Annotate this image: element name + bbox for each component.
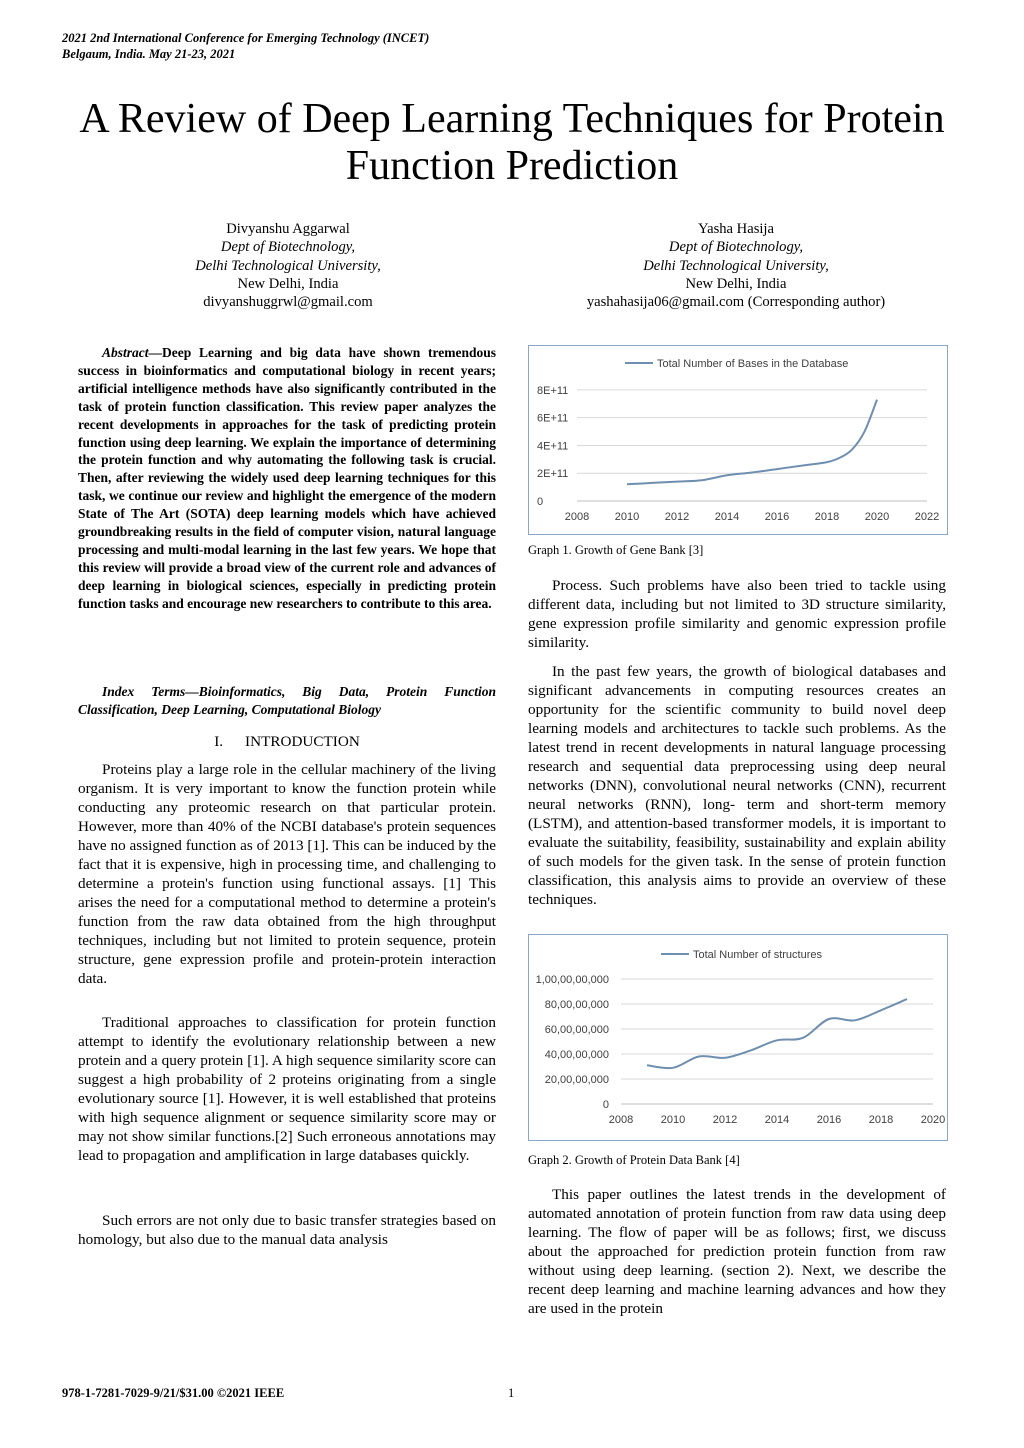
series-line xyxy=(647,999,907,1068)
author-university: Delhi Technological University, xyxy=(643,257,829,274)
y-tick-label: 0 xyxy=(537,496,544,508)
section-heading xyxy=(78,733,496,751)
paragraph: Proteins play a large role in the cellular machinery of the living organism. It is very important to know the function protein while conducting any proteomic research on that particular protein. However, more than 40% of the NCBI database's protein sequences have no assigned function as of 2013 [1]. This can be induced by the fact that it is expensive, high in processing time, and challenging to determine a protein's function using functional assays. [1] This arises the need for a computational method to determine a protein's function from the raw data obtained from the high throughput techniques, including but not limited to protein sequence, protein structure, gene expression profile and protein-protein interaction data. xyxy=(78,761,496,987)
graph-1-chart xyxy=(528,345,948,535)
x-tick-label: 2016 xyxy=(764,511,790,523)
abstract-label: Abstract xyxy=(102,345,149,360)
y-tick-label: 8E+11 xyxy=(537,384,569,397)
paragraph: Such errors are not only due to basic transfer strategies based on homology, but also due to the manual data analysis xyxy=(78,1212,496,1248)
conference-line-1: 2021 2nd International Conference for Emerging Technology (INCET) xyxy=(62,31,430,45)
paragraph: In the past few years, the growth of biological databases and significant advancements in computing resources creates an opportunity for the scientific community to build novel deep learning models and architectures to tackle such problems. As the latest trend in recent developments in natural language processing research and sequential data preprocessing using deep neural networks (DNN), convolutional neural networks (CNN), recurrent neural networks (RNN), long- term and short-term memory (LSTM), and attention-based transformer models, it is important to evaluate the suitability, feasibility, sustainability and explain ability of such models for the given task. In the sense of protein function classification, this analysis aims to provide an overview of these techniques. xyxy=(528,663,946,908)
x-tick-label: 2012 xyxy=(712,1114,738,1126)
author-block-2 xyxy=(556,220,916,311)
x-tick-label: 2010 xyxy=(660,1114,686,1126)
x-tick-label: 2014 xyxy=(714,511,740,523)
graph-1-caption: Graph 1. Growth of Gene Bank [3] xyxy=(528,543,704,557)
x-tick-label: 2022 xyxy=(914,511,940,523)
x-tick-label: 2014 xyxy=(764,1114,790,1126)
author-block-1 xyxy=(128,220,448,311)
author-email[interactable]: yashahasija06@gmail.com (Corresponding author) xyxy=(586,294,886,311)
x-tick-label: 2010 xyxy=(614,511,640,523)
paragraph: Process. Such problems have also been tried to tackle using different data, including but not limited to 3D structure similarity, gene expression profile similarity and genomic expression profile similarity. xyxy=(528,577,946,651)
graph-1-svg xyxy=(529,346,946,533)
series-line xyxy=(627,400,877,485)
x-tick-label: 2018 xyxy=(868,1114,894,1126)
abstract xyxy=(78,344,496,613)
y-tick-label: 0 xyxy=(602,1099,609,1111)
title-line-2: Function Prediction xyxy=(345,143,679,189)
legend-label: Total Number of structures xyxy=(693,949,822,961)
x-tick-label: 2008 xyxy=(608,1114,634,1126)
legend-label: Total Number of Bases in the Database xyxy=(657,358,849,370)
y-tick-label: 6E+11 xyxy=(537,412,569,425)
author-city: New Delhi, India xyxy=(237,275,339,292)
x-tick-label: 2020 xyxy=(920,1114,946,1126)
y-tick-label: 1,00,00,00,000 xyxy=(535,974,609,986)
author-name: Divyanshu Aggarwal xyxy=(226,221,350,237)
footer-isbn: 978-1-7281-7029-9/21/$31.00 ©2021 IEEE xyxy=(62,1386,285,1400)
author-dept: Dept of Biotechnology, xyxy=(220,239,356,256)
graph-2-caption: Graph 2. Growth of Protein Data Bank [4] xyxy=(528,1153,740,1167)
y-tick-label: 80,00,00,000 xyxy=(544,999,609,1011)
title-line-1: A Review of Deep Learning Techniques for Protein xyxy=(79,96,945,142)
y-tick-label: 20,00,00,000 xyxy=(544,1074,609,1086)
author-city: New Delhi, India xyxy=(685,275,787,292)
x-tick-label: 2012 xyxy=(664,511,690,523)
section-number: I. xyxy=(214,733,224,750)
abstract-text: Deep Learning and big data have shown tremendous success in bioinformatics and computational biology in recent years; artificial intelligence methods have also significantly contributed in the task of protein function classification. This review paper analyzes the recent developments in approaches for the task of predicting protein function using deep learning. We explain the importance of determining the protein function and why automating the following task is crucial. Then, after reviewing the widely used deep learning techniques for this task, we continue our review and highlight the emergence of the modern State of The Art (SOTA) deep learning models which have achieved groundbreaking results in the field of computer vision, natural language processing and multi-modal learning in the last few years. We hope that this review will provide a broad view of the current role and advances of deep learning in biological sciences, especially in predicting protein function tasks and encourage new researchers to contribute to this area. xyxy=(78,345,496,611)
author-university: Delhi Technological University, xyxy=(195,257,381,274)
conference-header xyxy=(62,30,429,62)
x-tick-label: 2008 xyxy=(564,511,590,523)
x-tick-label: 2016 xyxy=(816,1114,842,1126)
graph-2-svg xyxy=(529,935,946,1139)
paragraph: Traditional approaches to classification for protein function attempt to identify the evolutionary relationship between a new protein and a query protein [1]. A high sequence similarity score can suggest a high probability of 2 proteins originating from a single evolutionary source [1]. However, it is well established that proteins with high sequence alignment or sequence similarity score may or may not show similar functions.[2] Such erroneous annotations may lead to propagation and amplification in large databases quickly. xyxy=(78,1014,496,1164)
x-tick-label: 2018 xyxy=(814,511,840,523)
abstract-dash: — xyxy=(148,345,163,360)
y-tick-label: 4E+11 xyxy=(537,440,569,453)
author-email[interactable]: divyanshuggrwl@gmail.com xyxy=(203,294,373,311)
y-tick-label: 2E+11 xyxy=(537,468,569,481)
page-number: 1 xyxy=(508,1386,515,1400)
index-terms: Index Terms—Bioinformatics, Big Data, Protein Function Classification, Deep Learning, Computational Biology xyxy=(78,684,496,717)
conference-line-2: Belgaum, India. May 21-23, 2021 xyxy=(62,47,236,61)
y-tick-label: 60,00,00,000 xyxy=(544,1024,609,1036)
paragraph: This paper outlines the latest trends in the development of automated annotation of protein function from raw data using deep learning. The flow of paper will be as follows; first, we discuss about the approached for prediction protein function from raw without using deep learning. (section 2). Next, we describe the recent deep learning and machine learning advances and how they are used in the protein xyxy=(528,1186,946,1317)
author-dept: Dept of Biotechnology, xyxy=(668,239,804,256)
paper-title xyxy=(40,96,984,190)
graph-2-chart xyxy=(528,934,948,1141)
section-title: INTRODUCTION xyxy=(245,733,360,750)
y-tick-label: 40,00,00,000 xyxy=(544,1049,609,1061)
x-tick-label: 2020 xyxy=(864,511,890,523)
author-name: Yasha Hasija xyxy=(698,221,774,237)
